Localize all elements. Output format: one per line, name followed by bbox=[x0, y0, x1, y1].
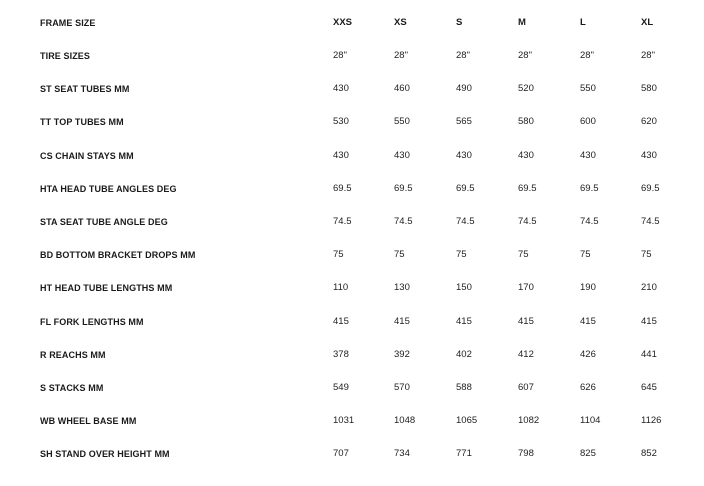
row-label: HT HEAD TUBE LENGTHS MM bbox=[40, 283, 173, 293]
value-cell-s: 588 bbox=[456, 382, 472, 393]
value-cell-xl: 1126 bbox=[641, 415, 662, 426]
value-cell-l: 69.5 bbox=[580, 183, 599, 194]
value-cell-m: 75 bbox=[518, 249, 529, 260]
value-cell-xs: 460 bbox=[394, 83, 410, 94]
value-cell-xs: 1048 bbox=[394, 415, 416, 426]
value-cell-s: 771 bbox=[456, 448, 472, 459]
value-cell-l: 74.5 bbox=[580, 216, 599, 227]
value-cell-xl: 74.5 bbox=[641, 216, 660, 227]
value-cell-s: 75 bbox=[456, 249, 467, 260]
value-cell-xl: 620 bbox=[641, 116, 657, 127]
value-cell-xxs: 1031 bbox=[333, 415, 355, 426]
value-cell-xs: 69.5 bbox=[394, 183, 413, 194]
value-cell-xxs: 75 bbox=[333, 249, 344, 260]
value-cell-m: 412 bbox=[518, 349, 534, 360]
value-cell-xxs: 430 bbox=[333, 150, 349, 161]
value-cell-m: 69.5 bbox=[518, 183, 537, 194]
value-cell-xxs: 530 bbox=[333, 116, 349, 127]
value-cell-m: 798 bbox=[518, 448, 534, 459]
value-cell-l: 75 bbox=[580, 249, 591, 260]
table-row bbox=[0, 146, 704, 166]
value-cell-xxs: 28" bbox=[333, 50, 347, 61]
value-cell-xxs: 378 bbox=[333, 349, 349, 360]
value-cell-l: 1104 bbox=[580, 415, 601, 426]
value-cell-xxs: 110 bbox=[333, 282, 349, 293]
value-cell-xl: 415 bbox=[641, 316, 657, 327]
value-cell-l: 426 bbox=[580, 349, 596, 360]
value-cell-xxs: 415 bbox=[333, 316, 349, 327]
row-label: TT TOP TUBES MM bbox=[40, 117, 124, 127]
size-header-xs: XS bbox=[394, 17, 407, 28]
row-label: BD BOTTOM BRACKET DROPS MM bbox=[40, 250, 196, 260]
value-cell-s: 490 bbox=[456, 83, 472, 94]
row-label: HTA HEAD TUBE ANGLES DEG bbox=[40, 184, 177, 194]
value-cell-xs: 570 bbox=[394, 382, 410, 393]
frame-size-header: FRAME SIZE bbox=[40, 18, 96, 28]
value-cell-l: 190 bbox=[580, 282, 596, 293]
size-header-xl: XL bbox=[641, 17, 654, 28]
value-cell-m: 415 bbox=[518, 316, 534, 327]
value-cell-s: 415 bbox=[456, 316, 472, 327]
value-cell-m: 580 bbox=[518, 116, 534, 127]
value-cell-xl: 69.5 bbox=[641, 183, 660, 194]
value-cell-xs: 415 bbox=[394, 316, 410, 327]
value-cell-m: 430 bbox=[518, 150, 534, 161]
table-row bbox=[0, 212, 704, 232]
value-cell-xs: 28" bbox=[394, 50, 408, 61]
value-cell-s: 74.5 bbox=[456, 216, 475, 227]
value-cell-xs: 75 bbox=[394, 249, 405, 260]
table-row bbox=[0, 112, 704, 132]
row-label: STA SEAT TUBE ANGLE DEG bbox=[40, 217, 168, 227]
value-cell-l: 600 bbox=[580, 116, 596, 127]
value-cell-xxs: 74.5 bbox=[333, 216, 352, 227]
value-cell-xl: 28" bbox=[641, 50, 655, 61]
value-cell-xs: 392 bbox=[394, 349, 410, 360]
value-cell-s: 1065 bbox=[456, 415, 478, 426]
table-row bbox=[0, 312, 704, 332]
value-cell-xxs: 707 bbox=[333, 448, 349, 459]
row-label: S STACKS MM bbox=[40, 383, 104, 393]
row-label: CS CHAIN STAYS MM bbox=[40, 151, 134, 161]
table-row bbox=[0, 179, 704, 199]
table-row bbox=[0, 46, 704, 66]
size-header-xxs: XXS bbox=[333, 17, 353, 28]
value-cell-xl: 645 bbox=[641, 382, 657, 393]
row-label: WB WHEEL BASE MM bbox=[40, 416, 137, 426]
header-row bbox=[0, 13, 704, 33]
size-header-s: S bbox=[456, 17, 463, 28]
size-header-l: L bbox=[580, 17, 586, 28]
row-label: ST SEAT TUBES MM bbox=[40, 84, 130, 94]
value-cell-l: 825 bbox=[580, 448, 596, 459]
table-row bbox=[0, 278, 704, 298]
row-label: TIRE SIZES bbox=[40, 51, 91, 61]
table-row bbox=[0, 411, 704, 431]
row-label: SH STAND OVER HEIGHT MM bbox=[40, 449, 170, 459]
value-cell-m: 28" bbox=[518, 50, 532, 61]
value-cell-xxs: 69.5 bbox=[333, 183, 352, 194]
value-cell-xs: 734 bbox=[394, 448, 410, 459]
table-row bbox=[0, 345, 704, 365]
table-row bbox=[0, 245, 704, 265]
value-cell-s: 402 bbox=[456, 349, 472, 360]
value-cell-xl: 210 bbox=[641, 282, 657, 293]
value-cell-l: 550 bbox=[580, 83, 596, 94]
value-cell-xl: 430 bbox=[641, 150, 657, 161]
value-cell-xs: 74.5 bbox=[394, 216, 413, 227]
value-cell-l: 415 bbox=[580, 316, 596, 327]
size-header-m: M bbox=[518, 17, 526, 28]
value-cell-xl: 75 bbox=[641, 249, 652, 260]
value-cell-m: 520 bbox=[518, 83, 534, 94]
value-cell-m: 170 bbox=[518, 282, 534, 293]
value-cell-xs: 550 bbox=[394, 116, 410, 127]
table-row bbox=[0, 79, 704, 99]
value-cell-xs: 430 bbox=[394, 150, 410, 161]
value-cell-xl: 852 bbox=[641, 448, 657, 459]
value-cell-xxs: 430 bbox=[333, 83, 349, 94]
value-cell-xs: 130 bbox=[394, 282, 410, 293]
value-cell-s: 150 bbox=[456, 282, 472, 293]
value-cell-m: 74.5 bbox=[518, 216, 537, 227]
row-label: R REACHS MM bbox=[40, 350, 106, 360]
value-cell-s: 28" bbox=[456, 50, 470, 61]
table-row bbox=[0, 378, 704, 398]
value-cell-s: 430 bbox=[456, 150, 472, 161]
value-cell-m: 607 bbox=[518, 382, 534, 393]
row-label: FL FORK LENGTHS MM bbox=[40, 317, 144, 327]
value-cell-xl: 441 bbox=[641, 349, 657, 360]
table-row bbox=[0, 444, 704, 464]
value-cell-m: 1082 bbox=[518, 415, 540, 426]
value-cell-l: 430 bbox=[580, 150, 596, 161]
value-cell-l: 626 bbox=[580, 382, 596, 393]
value-cell-xxs: 549 bbox=[333, 382, 349, 393]
value-cell-xl: 580 bbox=[641, 83, 657, 94]
value-cell-s: 565 bbox=[456, 116, 472, 127]
value-cell-l: 28" bbox=[580, 50, 594, 61]
value-cell-s: 69.5 bbox=[456, 183, 475, 194]
